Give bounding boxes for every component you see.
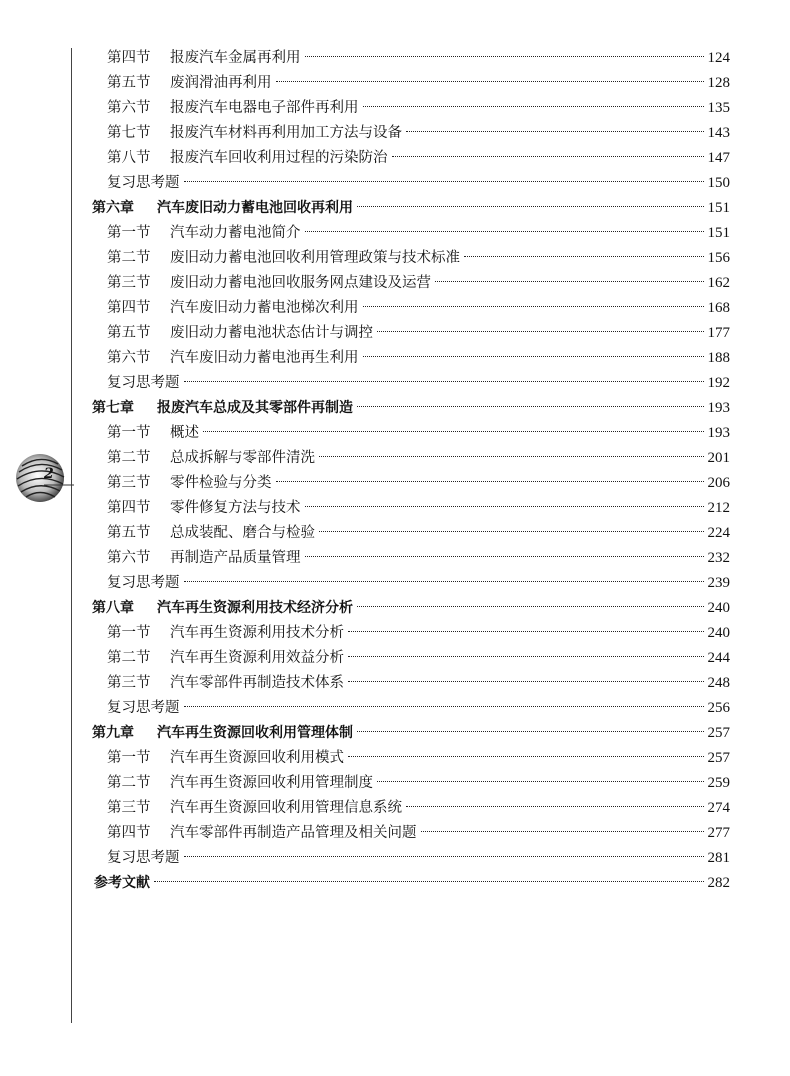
- toc-references-entry[interactable]: [94, 871, 730, 896]
- toc-entry-label: 第二节: [107, 450, 151, 466]
- toc-entry-label: 第一节: [107, 425, 151, 441]
- toc-chapter-entry[interactable]: [92, 196, 730, 221]
- toc-section-entry[interactable]: [107, 421, 730, 446]
- toc-entry-label: 第八章: [92, 600, 134, 616]
- toc-entry-label: 第三节: [107, 675, 151, 691]
- toc-chapter-entry[interactable]: [92, 596, 730, 621]
- toc-entry-page: 128: [707, 75, 730, 91]
- toc-entry-label: 第五节: [107, 75, 151, 91]
- dot-leader: [203, 431, 704, 432]
- toc-section-entry[interactable]: [107, 246, 730, 271]
- toc-entry-label: 第二节: [107, 250, 151, 266]
- toc-review-entry[interactable]: [107, 371, 730, 396]
- toc-entry-title: 总成装配、磨合与检验: [170, 525, 315, 541]
- toc-entry-title: 汽车动力蓄电池简介: [170, 225, 301, 241]
- toc-entry-label: 第四节: [107, 300, 151, 316]
- dot-leader: [363, 306, 704, 307]
- toc-entry-page: 193: [707, 400, 730, 416]
- toc-entry-page: 151: [707, 225, 730, 241]
- toc-entry-label: 第八节: [107, 150, 151, 166]
- toc-section-entry[interactable]: [107, 471, 730, 496]
- toc-entry-title: 零件检验与分类: [170, 475, 272, 491]
- toc-entry-page: 259: [707, 775, 730, 791]
- toc-section-entry[interactable]: [107, 796, 730, 821]
- toc-entry-title: 汽车再生资源利用技术分析: [170, 625, 344, 641]
- toc-entry-title: 汽车废旧动力蓄电池梯次利用: [170, 300, 359, 316]
- toc-entry-page: 124: [707, 50, 730, 66]
- toc-entry-page: 192: [707, 375, 730, 391]
- toc-entry-page: 168: [707, 300, 730, 316]
- toc-entry-page: 240: [707, 600, 730, 616]
- dot-leader: [276, 481, 704, 482]
- toc-entry-page: 188: [707, 350, 730, 366]
- toc-entry-label: 第三节: [107, 800, 151, 816]
- toc-entry-title: 报废汽车材料再利用加工方法与设备: [170, 125, 402, 141]
- toc-section-entry[interactable]: [107, 746, 730, 771]
- dot-leader: [421, 831, 704, 832]
- toc-section-entry[interactable]: [107, 71, 730, 96]
- toc-entry-title: 汽车再生资源回收利用管理信息系统: [170, 800, 402, 816]
- toc-section-entry[interactable]: [107, 346, 730, 371]
- toc-entry-page: 244: [707, 650, 730, 666]
- toc-entry-title: 汽车再生资源利用技术经济分析: [157, 600, 353, 616]
- toc-entry-page: 282: [707, 875, 730, 891]
- toc-entry-page: 281: [707, 850, 730, 866]
- toc-entry-label: 第九章: [92, 725, 134, 741]
- toc-entry-label: 第二节: [107, 650, 151, 666]
- toc-entry-title: 汽车零部件再制造技术体系: [170, 675, 344, 691]
- toc-entry-label: 第六节: [107, 550, 151, 566]
- toc-entry-label: 第六节: [107, 100, 151, 116]
- dot-leader: [319, 456, 704, 457]
- toc-entry-title: 汽车废旧动力蓄电池回收再利用: [157, 200, 353, 216]
- dot-leader: [305, 556, 704, 557]
- toc-section-entry[interactable]: [107, 671, 730, 696]
- toc-entry-label: 第一节: [107, 625, 151, 641]
- toc-entry-page: 206: [707, 475, 730, 491]
- toc-entry-title: 汽车零部件再制造产品管理及相关问题: [170, 825, 417, 841]
- toc-entry-label: 第一节: [107, 225, 151, 241]
- toc-entry-page: 240: [707, 625, 730, 641]
- toc-section-entry[interactable]: [107, 821, 730, 846]
- dot-leader: [348, 681, 704, 682]
- toc-section-entry[interactable]: [107, 546, 730, 571]
- toc-chapter-entry[interactable]: [92, 721, 730, 746]
- toc-entry-page: 274: [707, 800, 730, 816]
- toc-entry-title: 汽车再生资源回收利用管理体制: [157, 725, 353, 741]
- dot-leader: [464, 256, 704, 257]
- toc-section-entry[interactable]: [107, 146, 730, 171]
- dot-leader: [276, 81, 704, 82]
- toc-section-entry[interactable]: [107, 321, 730, 346]
- toc-section-entry[interactable]: [107, 96, 730, 121]
- toc-entry-page: 150: [707, 175, 730, 191]
- toc-entry-title: 复习思考题: [107, 700, 180, 716]
- toc-entry-title: 复习思考题: [107, 575, 180, 591]
- dot-leader: [184, 581, 704, 582]
- toc-section-entry[interactable]: [107, 271, 730, 296]
- toc-section-entry[interactable]: [107, 621, 730, 646]
- toc-entry-label: 第一节: [107, 750, 151, 766]
- toc-entry-title: 废旧动力蓄电池状态估计与调控: [170, 325, 373, 341]
- toc-entry-title: 概述: [170, 425, 199, 441]
- toc-entry-title: 参考文献: [94, 875, 150, 891]
- toc-section-entry[interactable]: [107, 521, 730, 546]
- toc-entry-title: 报废汽车回收利用过程的污染防治: [170, 150, 388, 166]
- toc-entry-title: 再制造产品质量管理: [170, 550, 301, 566]
- toc-entry-page: 239: [707, 575, 730, 591]
- dot-leader: [154, 881, 704, 882]
- toc-entry-title: 废旧动力蓄电池回收利用管理政策与技术标准: [170, 250, 460, 266]
- toc-section-entry[interactable]: [107, 446, 730, 471]
- toc-entry-title: 汽车再生资源利用效益分析: [170, 650, 344, 666]
- dot-leader: [184, 181, 704, 182]
- toc-entry-page: 151: [707, 200, 730, 216]
- toc-entry-label: 第五节: [107, 325, 151, 341]
- toc-entry-page: 156: [707, 250, 730, 266]
- dot-leader: [377, 781, 704, 782]
- toc-entry-page: 257: [707, 725, 730, 741]
- dot-leader: [319, 531, 704, 532]
- toc-entry-title: 总成拆解与零部件清洗: [170, 450, 315, 466]
- dot-leader: [377, 331, 704, 332]
- margin-rule: [71, 48, 72, 1023]
- toc-entry-page: 257: [707, 750, 730, 766]
- toc-entry-label: 第七节: [107, 125, 151, 141]
- toc-entry-page: 224: [707, 525, 730, 541]
- toc-section-entry[interactable]: [107, 771, 730, 796]
- toc-entry-title: 汽车再生资源回收利用管理制度: [170, 775, 373, 791]
- dot-leader: [305, 56, 704, 57]
- toc-entry-label: 第五节: [107, 525, 151, 541]
- toc-entry-page: 232: [707, 550, 730, 566]
- toc-entry-label: 第二节: [107, 775, 151, 791]
- page-number: 2: [44, 466, 54, 482]
- dot-leader: [305, 231, 704, 232]
- toc-entry-title: 废润滑油再利用: [170, 75, 272, 91]
- dot-leader: [184, 381, 704, 382]
- toc-entry-title: 报废汽车电器电子部件再利用: [170, 100, 359, 116]
- toc-review-entry[interactable]: [107, 696, 730, 721]
- dot-leader: [406, 131, 704, 132]
- dot-leader: [435, 281, 704, 282]
- toc-entry-page: 212: [707, 500, 730, 516]
- toc-entry-page: 277: [707, 825, 730, 841]
- toc-chapter-entry[interactable]: [92, 396, 730, 421]
- toc-section-entry[interactable]: [107, 46, 730, 71]
- dot-leader: [348, 631, 704, 632]
- toc-entry-title: 汽车废旧动力蓄电池再生利用: [170, 350, 359, 366]
- toc-entry-page: 256: [707, 700, 730, 716]
- toc-section-entry[interactable]: [107, 296, 730, 321]
- toc-entry-title: 复习思考题: [107, 850, 180, 866]
- dot-leader: [184, 706, 704, 707]
- dot-leader: [392, 156, 704, 157]
- dot-leader: [348, 756, 704, 757]
- toc-entry-label: 第四节: [107, 50, 151, 66]
- toc-entry-label: 第三节: [107, 475, 151, 491]
- dot-leader: [363, 106, 704, 107]
- toc-entry-label: 第四节: [107, 825, 151, 841]
- toc-section-entry[interactable]: [107, 221, 730, 246]
- toc-entry-page: 193: [707, 425, 730, 441]
- toc-entry-page: 143: [707, 125, 730, 141]
- dot-leader: [357, 731, 704, 732]
- toc-entry-label: 第七章: [92, 400, 134, 416]
- toc-entry-label: 第六章: [92, 200, 134, 216]
- toc-entry-page: 147: [707, 150, 730, 166]
- toc-entry-title: 复习思考题: [107, 375, 180, 391]
- toc-entry-label: 第四节: [107, 500, 151, 516]
- toc-review-entry[interactable]: [107, 846, 730, 871]
- toc-entry-label: 第六节: [107, 350, 151, 366]
- toc-review-entry[interactable]: [107, 571, 730, 596]
- toc-section-entry[interactable]: [107, 121, 730, 146]
- dot-leader: [305, 506, 704, 507]
- toc-entry-title: 报废汽车总成及其零部件再制造: [157, 400, 353, 416]
- toc-section-entry[interactable]: [107, 496, 730, 521]
- toc-entry-title: 汽车再生资源回收利用模式: [170, 750, 344, 766]
- toc-review-entry[interactable]: [107, 171, 730, 196]
- toc-section-entry[interactable]: [107, 646, 730, 671]
- toc-entry-page: 248: [707, 675, 730, 691]
- dot-leader: [357, 206, 704, 207]
- dot-leader: [184, 856, 704, 857]
- toc-entry-page: 177: [707, 325, 730, 341]
- dot-leader: [357, 606, 704, 607]
- dot-leader: [357, 406, 704, 407]
- toc-entry-page: 135: [707, 100, 730, 116]
- dot-leader: [348, 656, 704, 657]
- toc-entry-page: 162: [707, 275, 730, 291]
- dot-leader: [406, 806, 704, 807]
- toc-entry-title: 报废汽车金属再利用: [170, 50, 301, 66]
- dot-leader: [363, 356, 704, 357]
- toc-entry-title: 零件修复方法与技术: [170, 500, 301, 516]
- toc-entry-title: 复习思考题: [107, 175, 180, 191]
- toc-entry-title: 废旧动力蓄电池回收服务网点建设及运营: [170, 275, 431, 291]
- toc-entry-page: 201: [707, 450, 730, 466]
- toc-entry-label: 第三节: [107, 275, 151, 291]
